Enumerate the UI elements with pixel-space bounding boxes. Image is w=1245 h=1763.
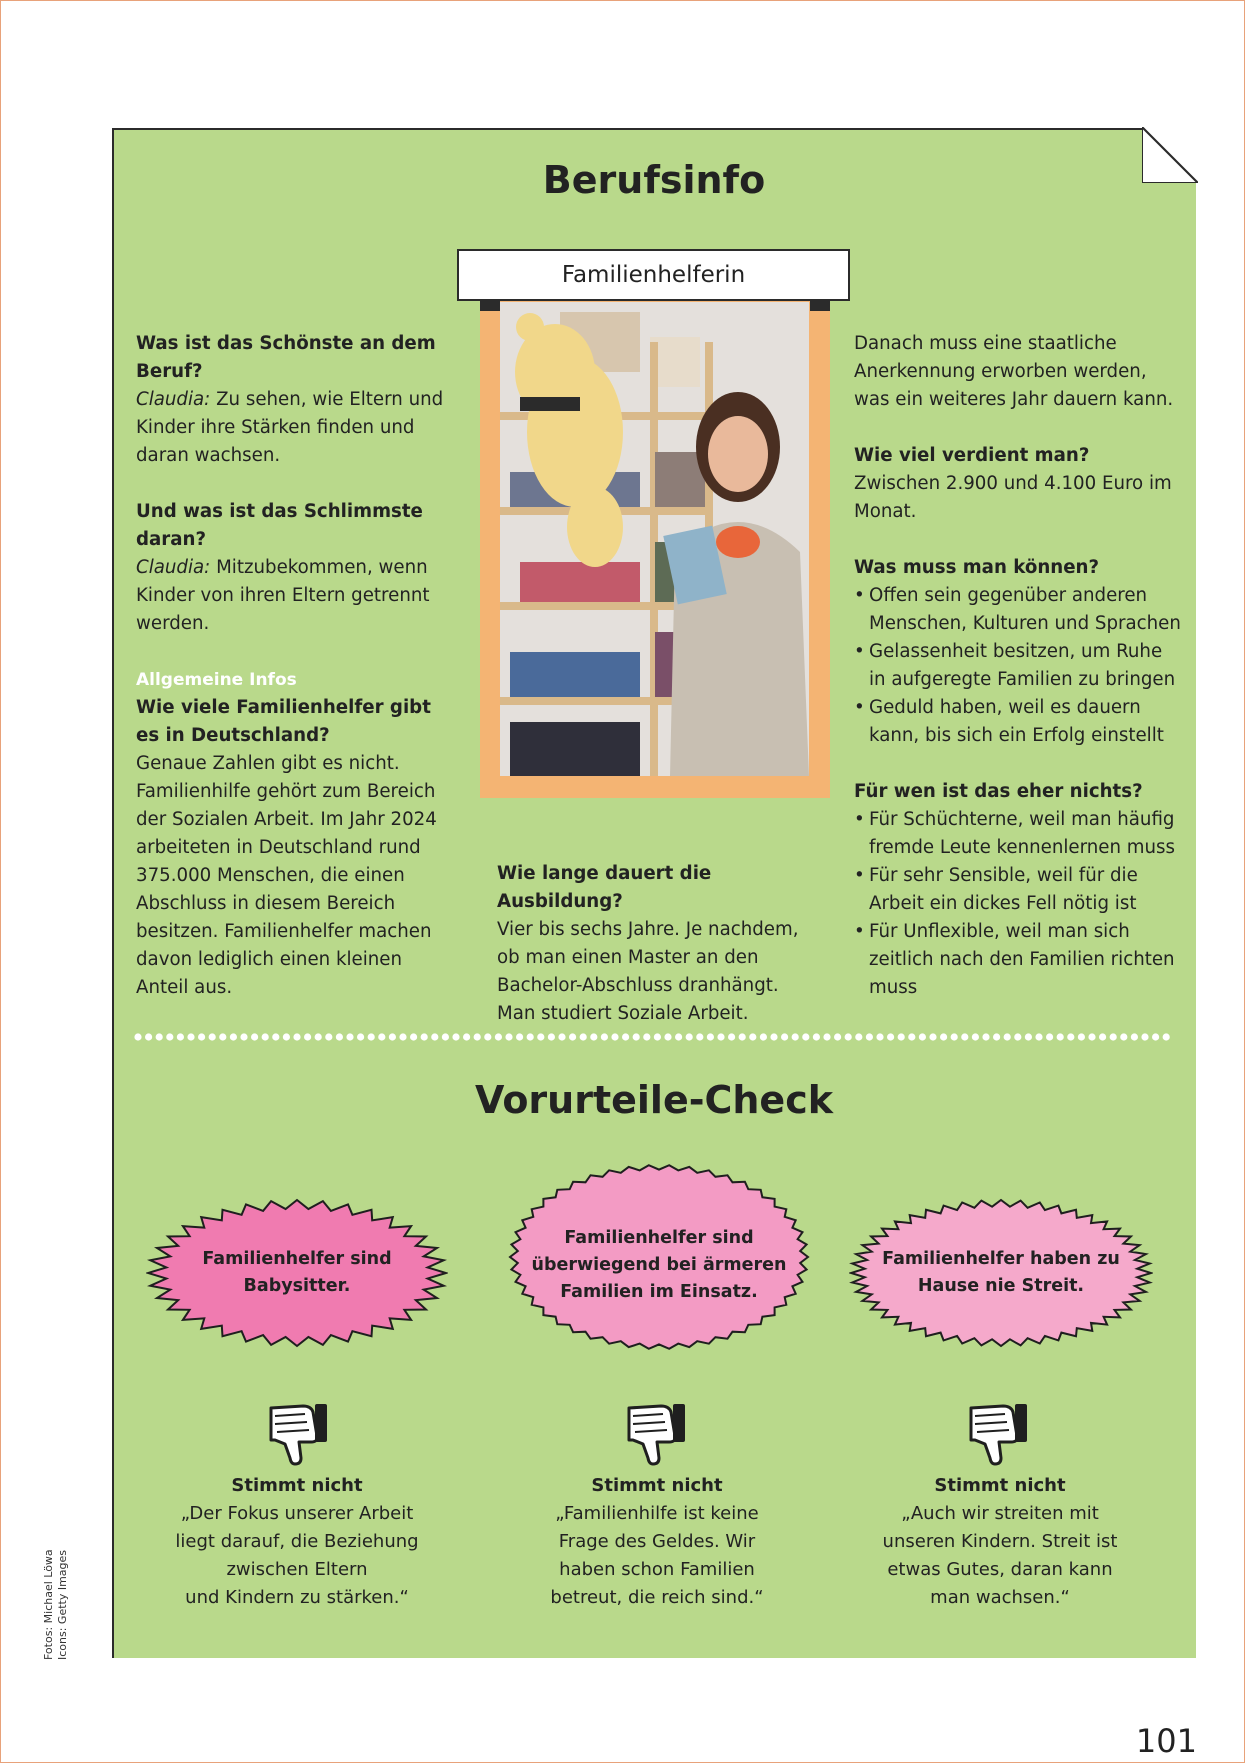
divider-dot (601, 1033, 608, 1040)
divider-dot (166, 1033, 173, 1040)
middle-column (497, 860, 817, 1028)
thumbs-down-icon (265, 1402, 329, 1468)
thumbs-down-icon (623, 1402, 687, 1468)
divider-dot (1099, 1033, 1106, 1040)
divider-dot (187, 1033, 194, 1040)
divider-dot (654, 1033, 661, 1040)
question-salary: Wie viel verdient man? (854, 445, 1090, 466)
divider-dot (929, 1033, 936, 1040)
divider-dot (1014, 1033, 1021, 1040)
divider-dot (908, 1033, 915, 1040)
divider-dot (696, 1033, 703, 1040)
divider-dot (770, 1033, 777, 1040)
divider-dot (304, 1033, 311, 1040)
skills-list (854, 582, 1184, 750)
divider-dot (315, 1033, 322, 1040)
list-item: • Geduld haben, weil es dauern kann, bis sich ein Erfolg einstellt (854, 694, 1184, 750)
divider-dot (866, 1033, 873, 1040)
divider-dot (982, 1033, 989, 1040)
thumbs-down-icon (965, 1402, 1029, 1468)
divider-dot (940, 1033, 947, 1040)
divider-dot (622, 1033, 629, 1040)
divider-dot (993, 1033, 1000, 1040)
divider-dot (1067, 1033, 1074, 1040)
answer-how-many: Genaue Zahlen gibt es nicht. Familienhilfe gehört zum Bereich der Sozialen Arbeit. Im Jahr 2024 arbeiteten in Deutschland rund 375.000 Menschen, die einen Abschluss in diesem Bereich besitzen. Familienhelfer machen davon lediglich einen kleinen Anteil aus. (136, 753, 437, 998)
divider-dot (145, 1033, 152, 1040)
divider-dot (1046, 1033, 1053, 1040)
divider-dot (580, 1033, 587, 1040)
question-not-for: Für wen ist das eher nichts? (854, 781, 1143, 802)
divider-dot (240, 1033, 247, 1040)
question-training: Wie lange dauert die Ausbildung? (497, 863, 712, 912)
divider-dot (855, 1033, 862, 1040)
divider-dot (442, 1033, 449, 1040)
answer-training: Vier bis sechs Jahre. Je nachdem, ob man einen Master an den Bachelor-Abschluss dranhängt. Man studiert Soziale Arbeit. (497, 919, 799, 1024)
divider-dot (643, 1033, 650, 1040)
divider-dot (156, 1033, 163, 1040)
quote-3: „Auch wir streiten mit unseren Kindern. Streit ist etwas Gutes, daran kann man wachsen.“ (882, 1503, 1118, 1608)
divider-dot (728, 1033, 735, 1040)
divider-dot (346, 1033, 353, 1040)
divider-dot (219, 1033, 226, 1040)
divider-dot (823, 1033, 830, 1040)
answer-worst: Mitzubekommen, wenn Kinder von ihren Eltern getrennt werden. (136, 557, 430, 634)
divider-dot (792, 1033, 799, 1040)
divider-dot (633, 1033, 640, 1040)
page-number: 101 (1135, 1722, 1197, 1760)
divider-dot (1035, 1033, 1042, 1040)
divider-dot (134, 1033, 141, 1040)
divider-dot (707, 1033, 714, 1040)
divider-dot (421, 1033, 428, 1040)
divider-dot (399, 1033, 406, 1040)
divider-dot (198, 1033, 205, 1040)
divider-dot (951, 1033, 958, 1040)
divider-dot (1004, 1033, 1011, 1040)
divider-dot (378, 1033, 385, 1040)
divider-dot (230, 1033, 237, 1040)
divider-dot (1120, 1033, 1127, 1040)
divider-dot (590, 1033, 597, 1040)
divider-dot (262, 1033, 269, 1040)
photo-familienhelferin (500, 302, 809, 776)
divider-dot (495, 1033, 502, 1040)
divider-dot (474, 1033, 481, 1040)
list-item: • Für Unflexible, weil man sich zeitlich nach den Familien richten muss (854, 918, 1184, 1002)
quote-2: „Familienhilfe ist keine Frage des Geldes. Wir haben schon Familien betreut, die reich sind.“ (550, 1503, 764, 1608)
answer-block-3 (850, 1472, 1150, 1612)
divider-dot (452, 1033, 459, 1040)
photo-credits (42, 1549, 70, 1660)
divider-dot (686, 1033, 693, 1040)
divider-dot (781, 1033, 788, 1040)
divider-dot (505, 1033, 512, 1040)
divider-dot (272, 1033, 279, 1040)
divider-dot (760, 1033, 767, 1040)
divider-dot (664, 1033, 671, 1040)
divider-dot (1025, 1033, 1032, 1040)
question-how-many: Wie viele Familienhelfer gibt es in Deutschland? (136, 697, 431, 746)
divider-dot (431, 1033, 438, 1040)
check-title: Vorurteile-Check (474, 1078, 833, 1122)
credit-photos: Fotos: Michael Löwa (42, 1549, 55, 1660)
divider-dot (961, 1033, 968, 1040)
divider-dot (325, 1033, 332, 1040)
prejudice-text-3: Familienhelfer haben zu Hause nie Streit. (882, 1249, 1120, 1296)
question-worst: Und was ist das Schlimmste daran? (136, 501, 423, 550)
divider-dot (1057, 1033, 1064, 1040)
divider-dot (749, 1033, 756, 1040)
job-label: Familienhelferin (457, 249, 850, 301)
answer-block-2 (507, 1472, 807, 1612)
right-column (854, 330, 1184, 1030)
divider-dot (484, 1033, 491, 1040)
divider-dot (293, 1033, 300, 1040)
divider-dot (1141, 1033, 1148, 1040)
divider-dot (410, 1033, 417, 1040)
divider-dot (802, 1033, 809, 1040)
divider-dot (548, 1033, 555, 1040)
divider-dot (845, 1033, 852, 1040)
answer-salary: Zwischen 2.900 und 4.100 Euro im Monat. (854, 473, 1172, 522)
verdict-2: Stimmt nicht (591, 1475, 723, 1496)
answer-best: Zu sehen, wie Eltern und Kinder ihre Stärken finden und daran wachsen. (136, 389, 444, 466)
divider-dot (569, 1033, 576, 1040)
divider-dot (1088, 1033, 1095, 1040)
speaker-claudia-1: Claudia: (136, 389, 211, 410)
verdict-3: Stimmt nicht (934, 1475, 1066, 1496)
credit-icons: Icons: Getty Images (56, 1549, 69, 1660)
divider-dot (739, 1033, 746, 1040)
photo-illustration (500, 302, 809, 776)
divider-dot (1110, 1033, 1117, 1040)
left-column (136, 330, 446, 1002)
label-shadow-right (810, 301, 830, 311)
verdict-1: Stimmt nicht (231, 1475, 363, 1496)
quote-1: „Der Fokus unserer Arbeit liegt darauf, die Beziehung zwischen Eltern und Kindern zu stärken.“ (175, 1503, 419, 1608)
divider-dot (558, 1033, 565, 1040)
divider-dot (537, 1033, 544, 1040)
divider-dot (876, 1033, 883, 1040)
divider-dot (251, 1033, 258, 1040)
prejudice-text-2: Familienhelfer sind überwiegend bei ärmeren Familien im Einsatz. (531, 1227, 787, 1302)
list-item: • Gelassenheit besitzen, um Ruhe in aufgeregte Familien zu bringen (854, 638, 1184, 694)
divider-dot (209, 1033, 216, 1040)
question-skills: Was muss man können? (854, 557, 1100, 578)
divider-dot (1152, 1033, 1159, 1040)
divider-dot (1163, 1033, 1170, 1040)
page-title: Berufsinfo (542, 158, 766, 202)
divider-dot (389, 1033, 396, 1040)
divider-dot (675, 1033, 682, 1040)
divider-dot (336, 1033, 343, 1040)
divider-dot (463, 1033, 470, 1040)
not-for-list (854, 806, 1184, 1002)
divider-dot (834, 1033, 841, 1040)
divider-dot (919, 1033, 926, 1040)
divider-dot (972, 1033, 979, 1040)
divider-dot (898, 1033, 905, 1040)
divider-dot (611, 1033, 618, 1040)
list-item: • Offen sein gegenüber anderen Menschen, Kulturen und Sprachen (854, 582, 1184, 638)
divider-dot (283, 1033, 290, 1040)
divider-dot (357, 1033, 364, 1040)
divider-dot (368, 1033, 375, 1040)
speaker-claudia-2: Claudia: (136, 557, 211, 578)
intro-recognition: Danach muss eine staatliche Anerkennung erworben werden, was ein weiteres Jahr dauern kann. (854, 333, 1174, 410)
divider-dot (527, 1033, 534, 1040)
divider-dot (1131, 1033, 1138, 1040)
list-item: • Für Schüchterne, weil man häufig fremde Leute kennenlernen muss (854, 806, 1184, 862)
divider-dot (1078, 1033, 1085, 1040)
answer-block-1 (147, 1472, 447, 1612)
section-label-general: Allgemeine Infos (136, 670, 297, 690)
label-shadow-left (480, 301, 500, 311)
divider-dot (887, 1033, 894, 1040)
divider-dot (516, 1033, 523, 1040)
prejudice-text-1: Familienhelfer sind Babysitter. (202, 1249, 392, 1296)
dotted-divider (134, 1032, 1174, 1042)
divider-dot (177, 1033, 184, 1040)
divider-dot (813, 1033, 820, 1040)
list-item: • Für sehr Sensible, weil für die Arbeit ein dickes Fell nötig ist (854, 862, 1184, 918)
question-best: Was ist das Schönste an dem Beruf? (136, 333, 436, 382)
divider-dot (717, 1033, 724, 1040)
